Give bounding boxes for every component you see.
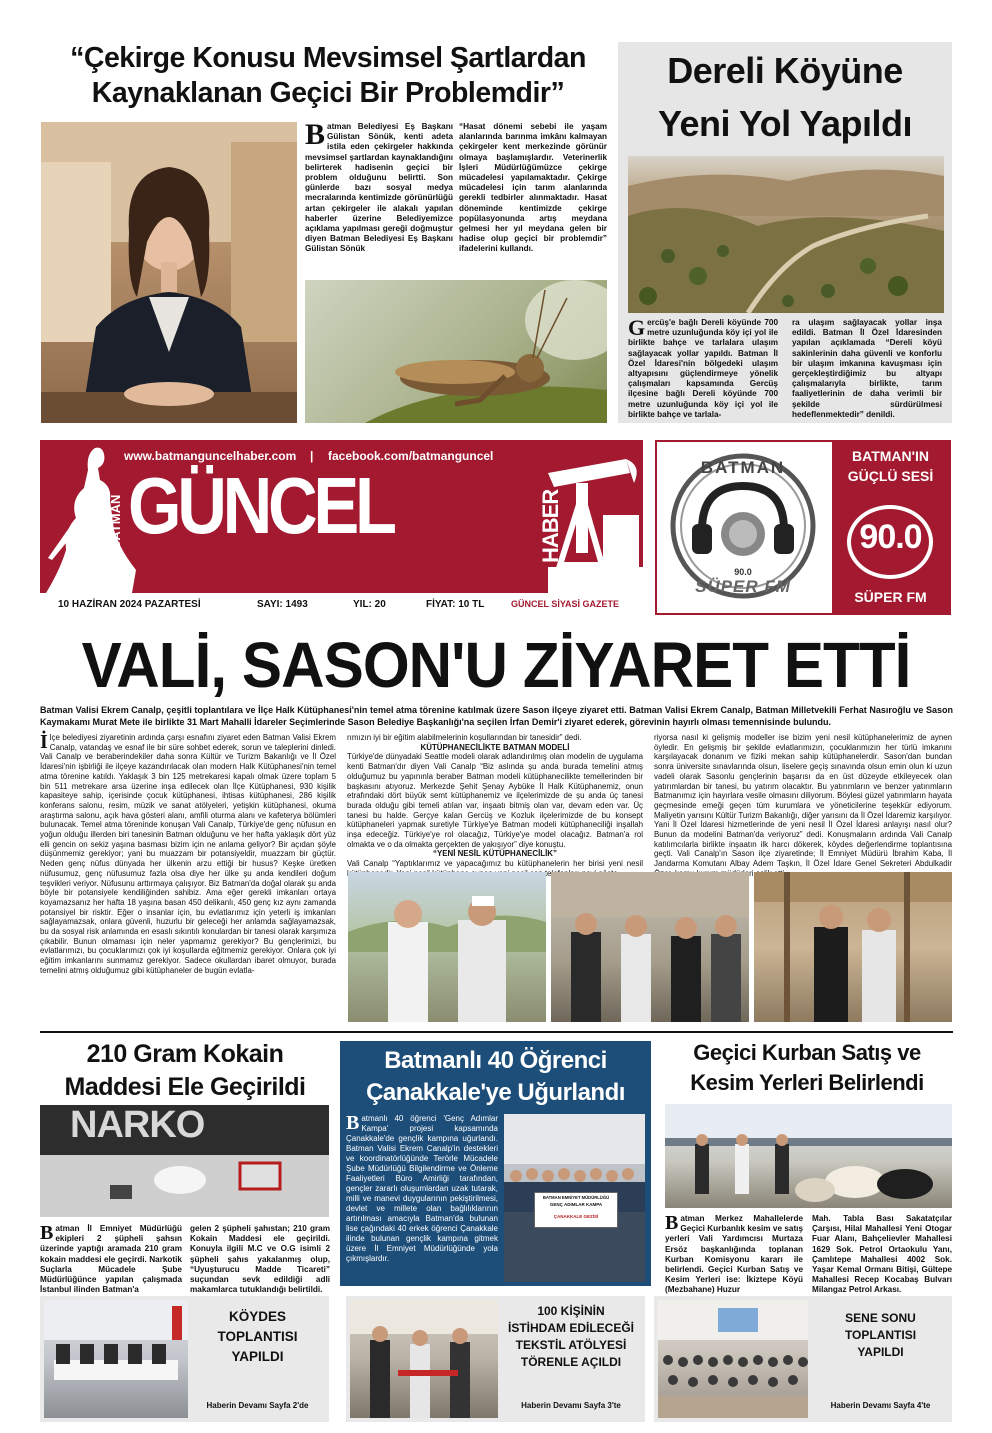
radio-logo-top: BATMAN bbox=[700, 458, 786, 477]
photo-tekstil bbox=[350, 1300, 498, 1418]
teaser-koydes-devam[interactable]: Haberin Devamı Sayfa 2'de bbox=[206, 1401, 309, 1410]
main-col3: riyorsa nasıl ki gelişmiş modeller ise bizim yeni nesil kütüphanelerimiz de aynen öyledir. En gelişmiş bir şekilde evlatlarımızın, çocuklarımızın her türlü imkanını karşılayacak donanım ve fiziki mekan sahip kütüphanelerdir. Sason'dan bundan sonra üniversite sınavlarında olsun, liselere geçiş sınavında olsun emin olun ki uzun vadeli olarak Sasonlu gençlerinin başarısı da en üst düzeyde etkileyecek olan yatırımlardan bir tanesi, bu yatırım olacaktır. Bu yatırımların ve benzer yatırımların Batmanımız için hayırlara vesile olmasını diliyorum. Böylesi güzel yatırımların hayata geçmesinde emeği geçen tüm kurumlara ve yöneticilerine teşekkür ediyorum. Maliyetin yarısını Kültür Turizm Bakanlığı, diğer yarısını da İl Özel İdaremiz karşılıyor. Yani İl Özel İdaresi hizmetlerinde de yeni nesil İl Özel İdaresi anlayışı nasıl olur? Bunun da modelini Batman'da veriyoruz” dedi. Konuşmaların ardında Vali Canalp katılımcılarla birlikte inşaatın ilk harcı dökerek, köydes değerlendirme toplantısına geçti. Vali Canalp'ın Sason ilçe ziyaretinde; İl Emniyet Müdürü İbrahim Kaba, İl Jandarma Komutanı Albay Adem Taşkın, İl Özel İdare Genel Sekreteri Abdulkadir bbox=[654, 733, 952, 869]
teaser-tekstil-devam[interactable]: Haberin Devamı Sayfa 3'te bbox=[521, 1401, 621, 1410]
dereli-col1-text: ercüş'e bağlı Dereli köyünde 700 metre uzunluğunda köy içi yol ile birlikte bahçe ve tarlalara ulaşım sağlayacak yollar yapıldı. Batman İl Özel İdaresi'nin bölgedeki ulaşım altyapısını güçlendirmeye yönelik çalışmaları kapsamında Gercüş ilçesine bağlı Dereli köyünde 700 metre uzunluğunda köy içi yol ile birlikte bahçe ve tarlala- bbox=[628, 318, 778, 419]
main-col1 bbox=[40, 733, 336, 976]
main-subhead-1: KÜTÜPHANECİLİKTE BATMAN MODELİ bbox=[420, 742, 570, 752]
canakkale-col1-text: atmanlı 40 öğrenci 'Genç Adımlar Kampa' projesi kapsamında Çanakkale'de gençlik kampına uğurlandı. Batman Valisi Ekrem Canalp'in destekleri ve koordinatörlüğünde Terörle Mücadele Şube Müdürlüğü Bilgilendirme ve Önleme Faaliyetleri Büro Amirliği tarafından, gençler zararlı oluşumlardan uzak tutarak, milli ve manevi duygularının pekiştirilmesi, devlet ve millete olan bağlılıklarının artırılması amacıyla Batman'da bulunan lise çağındaki 40 erkek öğrenci Çanakkale ilinde bulunan gençlik kampına gitmek üzere İl Emniyet Müdürlüğünde yola çıkmışlardır. bbox=[346, 1114, 498, 1263]
oil-pump-icon bbox=[548, 455, 643, 593]
main-lead: Batman Valisi Ekrem Canalp, çeşitli toplantılara ve İlçe Halk Kütüphanesi'nin temel atma törenine katılmak üzere Sason ilçeye ziyaret etti. Batman Valisi Ekrem Canalp, Batman Milletvekili Ferhat Nasıroğlu ve Sason Kaymakamı Murat Mete ile birlikte 31 Mart Mahalli İdareler Seçimlerinde Sason Belediye Başkanlığı'na seçilen İrfan Demir'i ziyaret ederek, görevinin hayırlı olması temennisinde bulundu. bbox=[40, 705, 953, 727]
canakkale-col1 bbox=[346, 1114, 498, 1264]
dereli-col2: ra ulaşım sağlayacak yollar inşa edildi. Batman İl Özel İdaresinden yapılan açıklamada “Dereli köyü sakinlerinin daha güvenli ve konforlu bir ulaşım imkanına kavuşması için gerçekleştirdiğimiz bu altyapı çalışmalarıyla birlikte, tarım faaliyetlerinin de daha verimli bir şekilde sürdürülmesi hedeflenmektedir” denildi. bbox=[792, 318, 942, 419]
teaser-tekstil-line2: İSTİHDAM EDİLECEĞİ bbox=[507, 1321, 634, 1335]
main-subhead-2: “YENİ NESİL KÜTÜPHANECİLİK” bbox=[433, 849, 557, 859]
dropcap-main: İ bbox=[40, 731, 48, 753]
masthead-date: 10 HAZİRAN 2024 PAZARTESİ bbox=[58, 599, 201, 610]
kurban-col1 bbox=[665, 1214, 803, 1296]
masthead-year: YIL: 20 bbox=[353, 599, 386, 610]
radio-slogan-1: BATMAN'IN bbox=[852, 448, 929, 464]
masthead-issue: SAYI: 1493 bbox=[257, 599, 308, 610]
photo-vali-2 bbox=[551, 872, 749, 1022]
headline-kokain-line2: Maddesi Ele Geçirildi bbox=[64, 1073, 306, 1101]
cekirge-col1-text: atman Belediyesi Eş Başkanı Gülistan Sönük, kenti adeta istila eden çekirgeler hakkında mevsimsel şartlardan kaynaklandığını belirterek hadisenin geçici bir problem olduğunu belirtti. Son günlerde bazı sosyal medya mecralarında kentimizde görünürlüğü artan çekirgeler ile alakalı yapılan haberler üzerine Belediyemizce açıklama yapılması gereği doğmuştur diyen Batman Belediyesi Eş Başkanı Gülistan Sönük bbox=[305, 122, 453, 254]
headline-cekirge-line1: “Çekirge Konusu Mevsimsel Şartlardan bbox=[70, 42, 586, 74]
masthead-website[interactable]: www.batmanguncelhaber.com bbox=[124, 449, 297, 463]
radio-logo-freq: 90.0 bbox=[734, 567, 752, 577]
radio-logo-bottom: SÜPER FM bbox=[695, 577, 791, 596]
main-col2-text: rımızın iyi bir eğitim alabilmelerinin koşullarından bir tanesidir” dedi. bbox=[347, 733, 582, 742]
radio-freq: 90.0 bbox=[859, 518, 922, 556]
headline-canakkale-line2: Çanakkale'ye Uğurlandı bbox=[366, 1079, 625, 1106]
dereli-col1 bbox=[628, 315, 778, 420]
divider-main bbox=[40, 1031, 953, 1033]
kokain-col1-text: atman İl Emniyet Müdürlüğü ekipleri 2 şüpheli şahsın üzerinde yaptığı aramada 210 gram kokain maddesi ele geçirdi. Narkotik Suçlarla Mücadele Şube Müdürlüğünce yapılan çalışmada İstanbul ilinden Batman'a bbox=[40, 1224, 182, 1295]
dropcap-cekirge: B bbox=[305, 118, 326, 151]
kokain-col1 bbox=[40, 1224, 182, 1295]
cekirge-col1 bbox=[305, 118, 453, 255]
logo-batman-small: BATMAN bbox=[108, 494, 123, 550]
radio-name: SÜPER FM bbox=[854, 589, 927, 605]
headline-kurban-line2: Kesim Yerleri Belirlendi bbox=[690, 1070, 924, 1095]
photo-grasshopper bbox=[305, 280, 607, 423]
headline-cekirge-line2: Kaynaklanan Geçici Bir Problemdir” bbox=[91, 77, 565, 109]
dropcap-kokain: B bbox=[40, 1222, 54, 1244]
dropcap-canakkale: B bbox=[346, 1112, 360, 1134]
canakkale-banner-line1: BATMAN EMNİYET MÜDÜRLÜĞÜ bbox=[542, 1195, 610, 1200]
logo-haber-side: HABER bbox=[538, 489, 563, 563]
teaser-koydes-line2: TOPLANTISI bbox=[217, 1329, 298, 1344]
masthead-facebook[interactable]: facebook.com/batmanguncel bbox=[328, 449, 494, 463]
main-col2 bbox=[347, 733, 643, 879]
teaser-koydes-line1: KÖYDES bbox=[228, 1309, 286, 1324]
photo-kurban bbox=[665, 1104, 952, 1208]
main-col1-text: lçe belediyesi ziyaretinin ardında çarşı esnafını ziyaret eden Batman Valisi Ekrem Canalp, vatandaş ve esnaf ile bir süre sohbet ederek, sorun ve taleplerini dinledi. Vali Canalp ve beraberindekiler daha sonra Kültür ve Turizm Bakanlığı ve İl Özel İdaresi'nin işbirliği ile ilçeye kazandırılacak olan modern Halk Kütüphanesi'nin temel atma törenine katıldı. Yaklaşık 3 bin 125 metrekaresi kapalı olmak üzere toplam 5 bin 511 metrekare arsa üzerine inşa edilecek olan İlçe Kütüphanesi, 930 kişilik kapasiteye sahip, içerisinde çocuk kütüphanesi, ihtisas kütüphanesi, 286 kişilik konferans salonu, resim, müzik ve sanat atölyeleri, yetişkin kütüphanesi, okuma araştırma salonu, açık hava gösteri alanı, amfili oturma alanı ve kafeterya bölümleri bulunacak. Temel atma töreninde konuşan Vali Canalp, Türkiye'de genç nüfusun en yoğun olduğu illerden biri tanesinin Batman olduğunu ve her hafta yaklaşık dört yüz elli gencin on sekiz yaşına basması bizim için ne anlama geliyor? Bir açıdan şöyle düşünmemiz gerekiyor; yani bu muazzam bir potansiyeldir, muazzam bir güçtür. Neden genç nüfus dünyada her ülkenin arzu ettiği bir husus? Keşke üretken nüfusumuz, genç nüfusumuz fazla olsa diye her ülke şu anda kendileri doğum teşvikleri veriyor. Nüfusunu arttırmaya çalışıyor. Biz Batman'da doğal olarak şu anda böyle bir potansiyele kendiliğinden sahibiz. Ama eğer gerekli imkanları ortaya koyamazsanız her hafta 18 yaşına basan 450 delikanlı, 450 genç kız aynı zamanda potansiyel bir risktir. Eğer o insanlar için, bu evlatlarımız için yeterli iş imkanları sağlayamazsak, onlara güvenli, huzurlu bir geleceği her anlamda sağlayamazsak, bu da sosyal risk anlamında en esaslı sıkıntılı konulardan bir tanesi olarak karşımıza çıkabilir. Bunun olmaması için neler yapmamız gerekiyor? Bu gençlerimizi, bu evlatlarımızı, bu çocuklarımızı çok iyi koşullarda eğitmemiz gerekiyor. Onlara çok iyi eğitim imkanlarını sunmamız gerekiyor. Sadece okullardan ibaret olmuyor, burada temelini atmış olduğumuz gibi kütüphaneler de bugün evlatla- bbox=[40, 733, 336, 975]
cekirge-col2: “Hasat dönemi sebebi ile yaşam alanlarında barınma imkânı kalmayan çekirgeler kent merkezinde görünür olmaya başlamışlardır. Veterinerlik İşleri Müdürlüğümüzce çekirge mücadelesi yapılamaktadır. Çekirge mücadelesi için tarım alanlarında gerekli tedbirler alınmaktadır. Hasat döneminde kentimizde çekirge popülasyonunda artış meydana gelmesi her yıl meydana gelen bir hadise olup geçici bir problemdir” ifadelerini kullandı. bbox=[459, 122, 607, 254]
kokain-col2: gelen 2 şüpheli şahıstan; 210 gram Kokain Maddesi ele geçirildi. Konuyla ilgili M.C ve O.G isimli 2 şüpheli şahıs yakalanmış olup, “Uyuşturucu Madde Ticareti” suçundan sevk edildiği adli makamlarca tutuklandığı belirtildi. bbox=[190, 1224, 330, 1295]
photo-dereli-road bbox=[628, 156, 944, 313]
teaser-tekstil-line3: TEKSTİL ATÖLYESİ bbox=[515, 1338, 627, 1352]
dropcap-kurban: B bbox=[665, 1212, 679, 1234]
masthead-separator: | bbox=[310, 449, 314, 463]
masthead-tagline: GÜNCEL SİYASİ GAZETE bbox=[511, 599, 620, 609]
headline-kokain-line1: 210 Gram Kokain bbox=[86, 1040, 284, 1068]
teaser-koydes-line3: YAPILDI bbox=[231, 1349, 284, 1364]
headline-kurban-line1: Geçici Kurban Satış ve bbox=[693, 1040, 921, 1065]
dropcap-dereli: G bbox=[628, 315, 646, 340]
logo-guncel: GÜNCEL bbox=[128, 461, 393, 550]
kurban-col2: Mah. Tabla Bası Sakatatçılar Çarşısı, Hilal Mahallesi Yeni Otogar Fuar Alanı, Bahçelievler Mahallesi 1629 Sok. Petrol Ortaokulu Yanı, Çamlıtepe Mahallesi 4002 Sok. Yaşar Kemal Ormanı Bitişi, Gültepe Mahallesi Recep Kocabaş Bulvarı Milangaz Petrol Arkası. bbox=[812, 1214, 952, 1295]
photo-senesonu bbox=[658, 1300, 808, 1418]
photo-gulistan-sonuk bbox=[41, 122, 297, 423]
teaser-senesonu-line1: SENE SONU bbox=[845, 1311, 916, 1325]
radio-slogan-2: GÜÇLÜ SESİ bbox=[847, 468, 934, 484]
masthead-price: FİYAT: 10 TL bbox=[426, 599, 485, 610]
main-headline: VALİ, SASON'U ZİYARET ETTİ bbox=[81, 629, 911, 701]
headline-dereli-line1: Dereli Köyüne bbox=[667, 50, 903, 91]
headline-dereli-line2: Yeni Yol Yapıldı bbox=[657, 103, 913, 144]
narkotik-sign-text: NARKO bbox=[70, 1104, 205, 1146]
canakkale-banner-line2: GENÇ ADIMLAR KAMPA bbox=[549, 1202, 603, 1207]
kurban-col1-text: atman Merkez Mahallelerde Geçici Kurbanlık kesim ve satış yerleri Vali Yardımcısı Murtaza Ersöz başkanlığında toplanan Kurban Komisyonu kararı ile belirlendi. Geçici Kurban Satış ve Kesim Yerleri ise: İkiztepe Köyü (Mezbahane) Huzur bbox=[665, 1214, 803, 1295]
photo-vali-1 bbox=[348, 872, 546, 1022]
photo-vali-3 bbox=[754, 872, 952, 1022]
teaser-tekstil-line4: TÖRENLE AÇILDI bbox=[520, 1355, 622, 1369]
main-col2-text3: Vali Canalp “Yaptıklarımız ve yapacağımız bu kütüphanelerin her birisi yeni nesil bbox=[347, 859, 643, 869]
headline-canakkale-line1: Batmanlı 40 Öğrenci bbox=[384, 1047, 607, 1074]
canakkale-banner-line3: ÇANAKKALE GEZİSİ bbox=[553, 1214, 599, 1219]
teaser-senesonu-line3: YAPILDI bbox=[857, 1345, 904, 1359]
teaser-senesonu-devam[interactable]: Haberin Devamı Sayfa 4'te bbox=[830, 1401, 931, 1410]
teaser-senesonu-line2: TOPLANTISI bbox=[844, 1328, 917, 1342]
photo-koydes bbox=[44, 1300, 188, 1418]
main-col2-text2: Türkiye'de dünyadaki Seattle modeli olarak adlandırılmış olan modelin de uygulama kenti Batman'dır diyen Vali Canalp “Biz aslında şu anda burada temelini atmış olduğumuz bu yapınınla beraber Batman modeli kütüphanecilikte temellerinden bir başkasını atıyoruz. Merkezde Şehit Şenay Aybüke İl Halk Kütüphanemiz, onun etrafındaki dört büyük semt kütüphanemiz ve ilçelerimizde de şu anda üç tanesi burada olduğu gibi temeli atılan var, inşaatı bitmiş olan var, devam eden var. Üç tanesi bu halde. Gerçye kalan Gercüş ve Kozluk ilçelerimizde de bu konsept kütüphaneleri yapmak suretiyle Türkiye'ye Batman modeli kütüphaneciliği inşallah inşa edeceğiz. Türkiye'ye rol olacağız, Türkiye'ye model olacağız. Batman'a rol olmakta ve o da olmakta gerçekten de yakışıyor” diye konuştu. bbox=[347, 752, 643, 849]
teaser-tekstil-line1: 100 KİŞİNİN bbox=[537, 1304, 605, 1318]
